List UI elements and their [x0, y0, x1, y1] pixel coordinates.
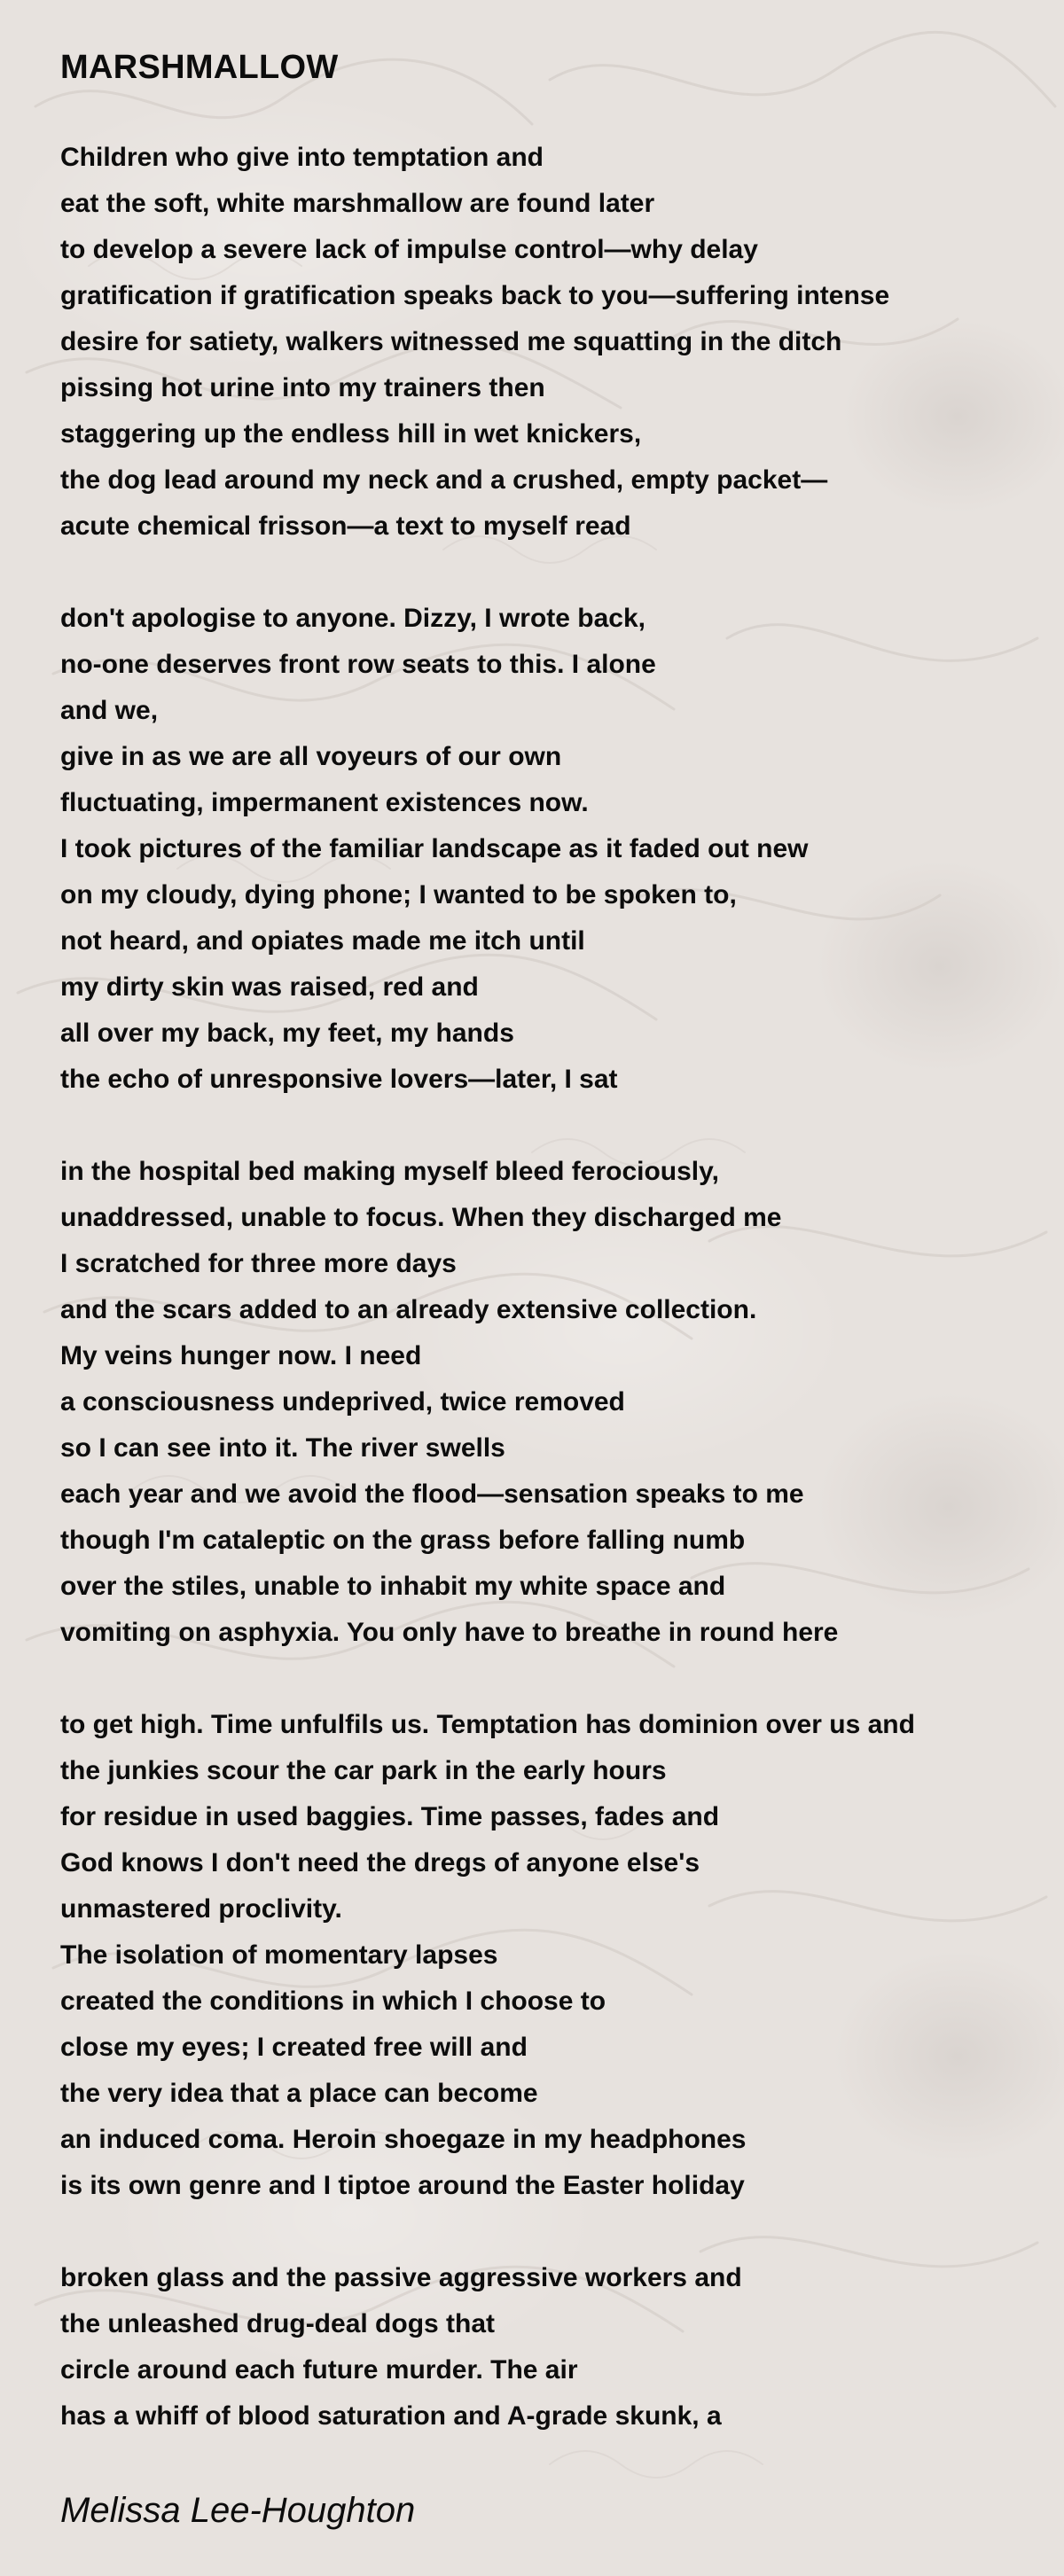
poem-line: My veins hunger now. I need — [60, 1341, 422, 1370]
poem-line: broken glass and the passive aggressive workers and — [60, 2263, 742, 2292]
poem-line: to develop a severe lack of impulse control—why delay — [60, 235, 758, 264]
stanza-4 — [60, 1702, 1044, 2209]
poem-line: the junkies scour the car park in the early hours — [60, 1756, 667, 1785]
poem-line: Children who give into temptation and — [60, 143, 544, 172]
poem-line: no-one deserves front row seats to this. I alone — [60, 650, 656, 679]
stanza-3 — [60, 1149, 1044, 1656]
poem-line: to get high. Time unfulfils us. Temptation has dominion over us and — [60, 1710, 915, 1739]
poem-line: in the hospital bed making myself bleed ferociously, — [60, 1157, 719, 1186]
poem-line: unmastered proclivity. — [60, 1894, 342, 1924]
stanza-2 — [60, 596, 1044, 1103]
poem-line: and the scars added to an already extensive collection. — [60, 1295, 757, 1324]
poem-line: each year and we avoid the flood—sensation speaks to me — [60, 1479, 804, 1509]
poem-line: for residue in used baggies. Time passes, fades and — [60, 1802, 720, 1831]
stanza-1 — [60, 135, 1044, 550]
poem-line: my dirty skin was raised, red and — [60, 972, 479, 1002]
poem-line: unaddressed, unable to focus. When they discharged me — [60, 1203, 782, 1232]
poem-line: pissing hot urine into my trainers then — [60, 373, 545, 402]
poem-line: and we, — [60, 696, 159, 725]
poem-line: The isolation of momentary lapses — [60, 1940, 498, 1970]
poem-author[interactable]: Melissa Lee-Houghton — [60, 2491, 416, 2530]
poem-line: the echo of unresponsive lovers—later, I sat — [60, 1065, 618, 1094]
poem-line: so I can see into it. The river swells — [60, 1433, 505, 1463]
poem-line: eat the soft, white marshmallow are found later — [60, 189, 655, 218]
poem-line: fluctuating, impermanent existences now. — [60, 788, 589, 817]
poem-line: all over my back, my feet, my hands — [60, 1019, 514, 1048]
poem-line: is its own genre and I tiptoe around the Easter holiday — [60, 2171, 745, 2200]
poem-line: staggering up the endless hill in wet knickers, — [60, 419, 642, 449]
poem-line: created the conditions in which I choose to — [60, 1987, 606, 2016]
poem-line: vomiting on asphyxia. You only have to breathe in round here — [60, 1618, 839, 1647]
poem-line: give in as we are all voyeurs of our own — [60, 742, 562, 771]
poem-line: over the stiles, unable to inhabit my white space and — [60, 1572, 726, 1601]
poem-line: the dog lead around my neck and a crushed, empty packet— — [60, 465, 828, 495]
poem-line: the very idea that a place can become — [60, 2079, 538, 2108]
poem-body — [60, 135, 1044, 2486]
poem-line: I scratched for three more days — [60, 1249, 457, 1278]
poem-line: an induced coma. Heroin shoegaze in my headphones — [60, 2125, 747, 2154]
poem-line: on my cloudy, dying phone; I wanted to be spoken to, — [60, 880, 737, 909]
poem-line: acute chemical frisson—a text to myself read — [60, 511, 631, 541]
poem-title: MARSHMALLOW — [60, 49, 339, 86]
stanza-5 — [60, 2255, 1044, 2439]
poem-line: though I'm cataleptic on the grass before falling numb — [60, 1526, 746, 1555]
poem-line: not heard, and opiates made me itch until — [60, 926, 585, 956]
poem-line: I took pictures of the familiar landscape as it faded out new — [60, 834, 809, 863]
poem-line: desire for satiety, walkers witnessed me squatting in the ditch — [60, 327, 842, 356]
poem-line: circle around each future murder. The air — [60, 2355, 578, 2385]
poem-line: a consciousness undeprived, twice removed — [60, 1387, 625, 1417]
poem-line: the unleashed drug-deal dogs that — [60, 2309, 496, 2338]
poem-line: has a whiff of blood saturation and A-grade skunk, a — [60, 2401, 722, 2431]
poem-line: God knows I don't need the dregs of anyone else's — [60, 1848, 700, 1877]
poem-line: don't apologise to anyone. Dizzy, I wrote back, — [60, 604, 645, 633]
poem-line: close my eyes; I created free will and — [60, 2033, 528, 2062]
poem-line: gratification if gratification speaks back to you—suffering intense — [60, 281, 890, 310]
